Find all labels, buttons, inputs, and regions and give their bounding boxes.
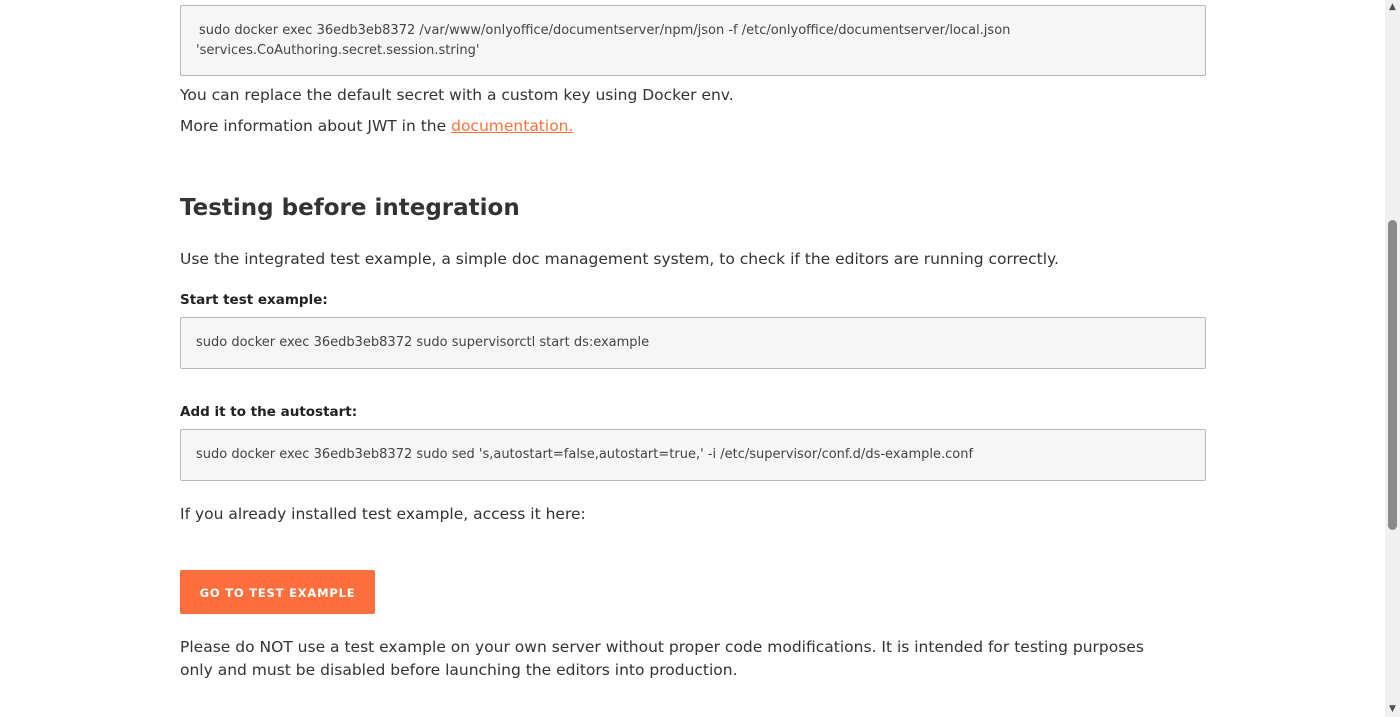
autostart-label: Add it to the autostart:: [180, 404, 358, 420]
vertical-scrollbar[interactable]: [1385, 0, 1400, 717]
autostart-command: sudo docker exec 36edb3eb8372 sudo sed 's,autostart=false,autostart=true,' -i /etc/supervisor/conf.d/ds-example.conf: [196, 447, 974, 462]
testing-intro: Use the integrated test example, a simple doc management system, to check if the editors are running correctly.: [180, 250, 1059, 268]
autostart-command-box[interactable]: [180, 429, 1206, 481]
jwt-info-note: [180, 117, 573, 135]
replace-secret-note: You can replace the default secret with a custom key using Docker env.: [180, 86, 734, 104]
jwt-secret-command-line-1: sudo docker exec 36edb3eb8372 /var/www/onlyoffice/documentserver/npm/json -f /etc/onlyoffice/documentserver/local.json: [199, 23, 1011, 38]
go-to-test-example-button[interactable]: GO TO TEST EXAMPLE: [180, 570, 375, 614]
start-test-label: Start test example:: [180, 292, 328, 308]
arrow-up-icon[interactable]: ▲: [1389, 2, 1396, 12]
start-test-command: sudo docker exec 36edb3eb8372 sudo supervisorctl start ds:example: [196, 335, 650, 350]
arrow-down-icon[interactable]: ▼: [1389, 704, 1396, 714]
jwt-secret-command-line-2: 'services.CoAuthoring.secret.session.string': [196, 43, 480, 58]
start-test-command-box[interactable]: [180, 317, 1206, 369]
jwt-secret-command-box[interactable]: [180, 5, 1206, 76]
production-warning: Please do NOT use a test example on your own server without proper code modifications. It is intended for testing purposes only and must be disabled before launching the editors into production.: [180, 638, 1144, 679]
documentation-link[interactable]: documentation.: [451, 117, 574, 135]
jwt-info-prefix: More information about JWT in the: [180, 117, 447, 135]
section-heading: Testing before integration: [180, 195, 520, 221]
access-note: If you already installed test example, access it here:: [180, 505, 586, 523]
scrollbar-thumb[interactable]: [1388, 220, 1397, 530]
